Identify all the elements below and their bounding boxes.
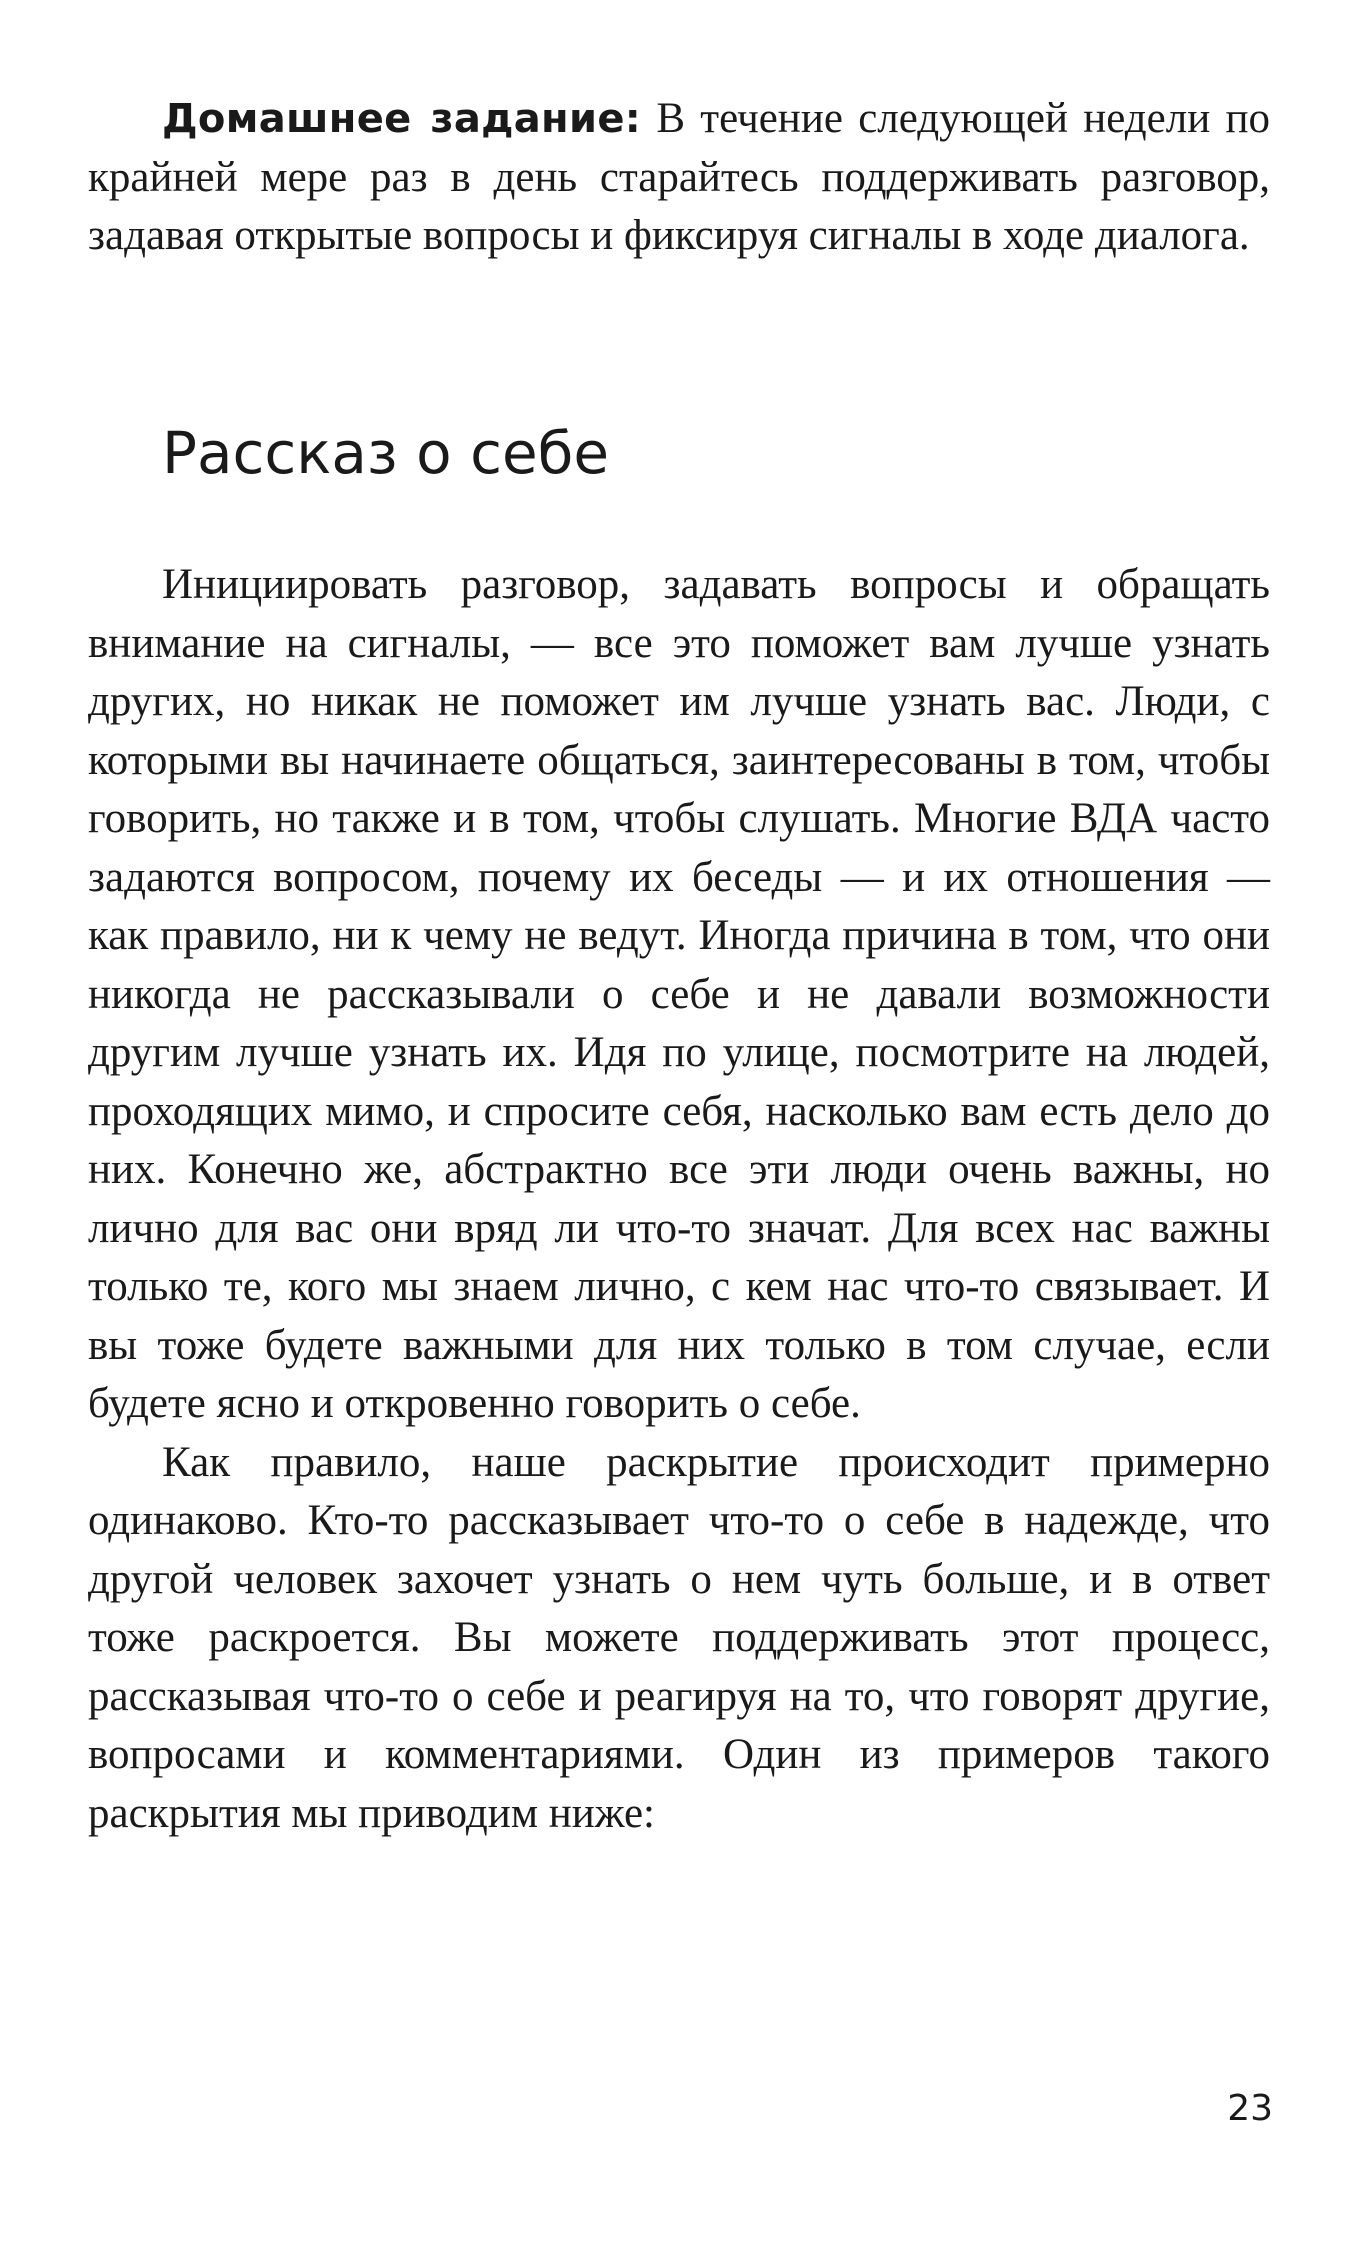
homework-paragraph <box>88 90 1270 266</box>
page-number: 23 <box>1227 2088 1273 2129</box>
body-paragraph-1: Инициировать разговор, задавать вопросы и обращать внимание на сигналы, — все это поможет вам лучше узнать других, но никак не поможет им лучше узнать вас. Люди, с которыми вы начинаете общаться, заинтересованы в том, чтобы говорить, но также и в том, чтобы слушать. Многие ВДА часто задаются вопросом, почему их беседы — и их отношения — как правило, ни к чему не ведут. Иногда причина в том, что они никогда не рассказывали о себе и не давали возможности другим лучше узнать их. Идя по улице, посмотрите на людей, проходящих мимо, и спросите себя, насколько вам есть дело до них. Конечно же, абстрактно все эти люди очень важны, но лично для вас они вряд ли что-то значат. Для всех нас важны только те, кого мы знаем лично, с кем нас что-то связывает. И вы тоже будете важными для них только в том случае, если будете ясно и откровенно говорить о себе. <box>88 561 1270 1427</box>
body-paragraph-2: Как правило, наше раскрытие происходит примерно одинаково. Кто-то рассказывает что-то о себе в надежде, что другой человек захочет узнать о нем чуть больше, и в ответ тоже раскроется. Вы можете поддерживать этот процесс, рассказывая что-то о себе и реагируя на то, что говорят другие, вопросами и комментариями. Один из примеров такого раскрытия мы приводим ниже: <box>88 1438 1270 1837</box>
homework-text: В течение следующей недели по крайней мере раз в день старайтесь поддерживать разговор, задавая открытые вопросы и фиксируя сигналы в ходе диалога. <box>88 95 1270 259</box>
section-heading: Рассказ о себе <box>162 419 610 487</box>
homework-label: Домашнее задание: <box>162 96 642 142</box>
section-body <box>88 556 1270 1843</box>
